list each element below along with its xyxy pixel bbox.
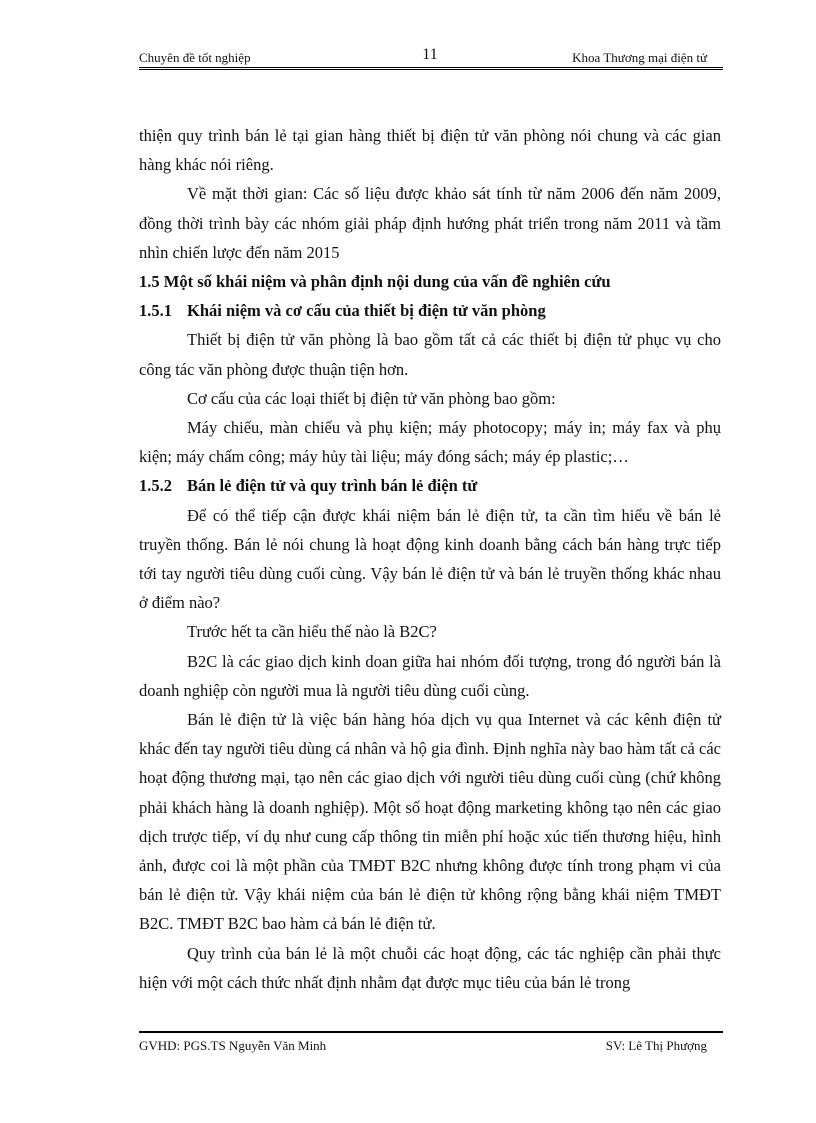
paragraph: Để có thể tiếp cận được khái niệm bán lẻ điện tử, ta cần tìm hiểu về bán lẻ truyền thống. Bán lẻ nói chung là hoạt động kinh doanh bằng cách bán hàng trực tiếp tới tay người tiêu dùng cuối cùng. Vậy bán lẻ điện tử và bán lẻ truyền thống khác nhau ở điểm nào? [139,505,721,613]
paragraph: B2C là các giao dịch kinh doan giữa hai nhóm đối tượng, trong đó người bán là doanh nghiệp còn người mua là người tiêu dùng cuối cùng. [139,651,721,700]
paragraph: Trước hết ta cần hiểu thế nào là B2C? [187,622,437,642]
section-heading-1-5: 1.5 Một số khái niệm và phân định nội dung của vấn đề nghiên cứu [139,272,611,292]
section-number: 1.5.1 [139,301,172,321]
page-number: 11 [422,46,438,63]
paragraph: Quy trình của bán lẻ là một chuỗi các hoạt động, các tác nghiệp cần phải thực hiện với một cách thức nhất định nhằm đạt được mục tiêu của bán lẻ trong [139,943,721,992]
page-body [139,121,721,997]
section-heading-1-5-1 [139,296,721,325]
header-divider [139,67,723,70]
footer-advisor: GVHD: PGS.TS Nguyễn Văn Minh [139,1038,327,1053]
paragraph: Thiết bị điện tử văn phòng là bao gồm tất cả các thiết bị điện tử phục vụ cho công tác văn phòng được thuận tiện hơn. [139,330,721,379]
section-number: 1.5.2 [139,476,172,496]
paragraph: Bán lẻ điện tử là việc bán hàng hóa dịch vụ qua Internet và các kênh điện tử khác đến tay người tiêu dùng cá nhân và hộ gia đình. Định nghĩa này bao hàm tất cả các hoạt động thương mại, tạo nên các giao dịch với người tiêu dùng cuối cùng (chứ không phải khách hàng là doanh nghiệp). Một số hoạt động marketing không tạo nên các giao dịch trược tiếp, ví dụ như cung cấp thông tin miễn phí hoặc xúc tiến thương hiệu, hình ảnh, được coi là một phần của TMĐT B2C nhưng không được tính trong phạm vi của bán lẻ điện tử. Vậy khái niệm của bán lẻ điện tử không rộng bằng khái niệm TMĐT B2C. TMĐT B2C bao hàm cả bán lẻ điện tử. [139,710,721,934]
header-faculty: Khoa Thương mại điện tử [572,50,707,65]
section-title: Bán lẻ điện tử và quy trình bán lẻ điện tử [187,476,478,496]
footer-divider [139,1031,723,1033]
paragraph: Cơ cấu của các loại thiết bị điện tử văn phòng bao gồm: [187,388,556,408]
section-heading-1-5-2 [139,471,721,500]
header-document-type: Chuyên đề tốt nghiệp [139,50,251,65]
paragraph: Máy chiếu, màn chiếu và phụ kiện; máy photocopy; máy in; máy fax và phụ kiện; máy chấm công; máy hủy tài liệu; máy đóng sách; máy ép plastic;… [139,418,721,467]
paragraph: thiện quy trình bán lẻ tại gian hàng thiết bị điện tử văn phòng nói chung và các gian hàng khác nói riêng. [139,126,721,175]
section-title: Khái niệm và cơ cấu của thiết bị điện tử văn phòng [187,301,546,321]
footer-student: SV: Lê Thị Phượng [605,1038,707,1053]
paragraph: Về mặt thời gian: Các số liệu được khảo sát tính từ năm 2006 đến năm 2009, đồng thời trình bày các nhóm giải pháp định hướng phát triển trong năm 2011 và tầm nhìn chiến lược đến năm 2015 [139,184,721,262]
